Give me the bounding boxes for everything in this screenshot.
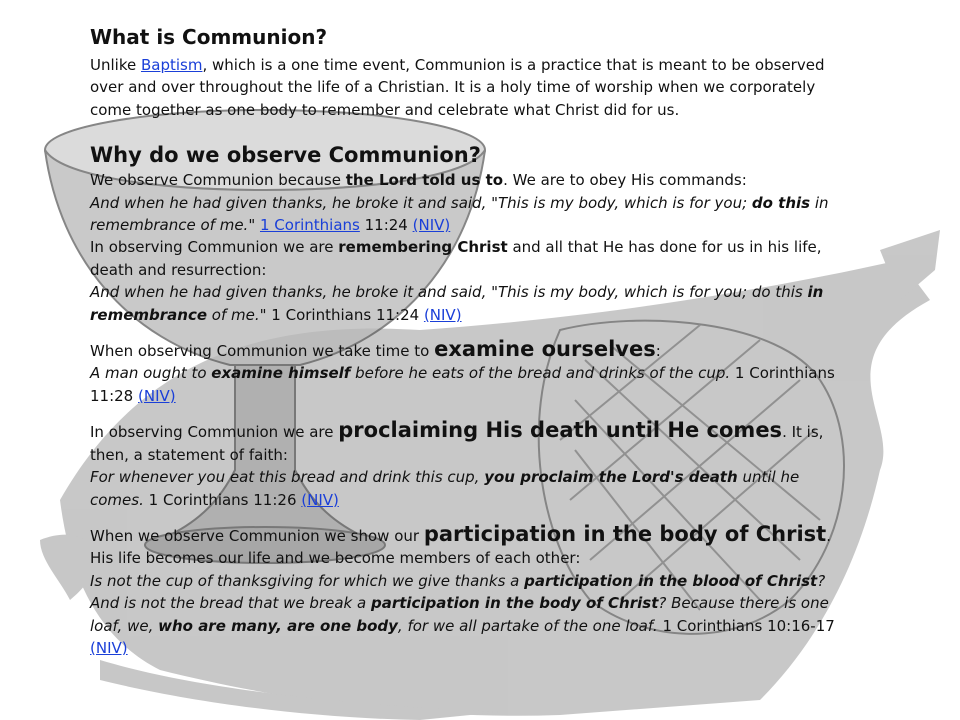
quote-text: Is not the cup of thanksgiving for which we give thanks a: [90, 571, 525, 590]
quote-text: And when he had given thanks, he broke it and said, "This is my body, which is for you; do this: [90, 283, 808, 302]
text-span: When we observe Communion we show our: [90, 526, 424, 545]
paragraph-what-is-communion: [90, 54, 835, 121]
text-span: Unlike: [90, 56, 141, 74]
text-span: , which is a one time event, Communion is a practice that is meant to be observed over and over throughout the life of a Christian. It is a holy time of worship when we corporately come together as one body to remember and celebrate what Christ did for us.: [90, 56, 825, 119]
scripture-quote-1: [90, 192, 835, 237]
niv-link[interactable]: (NIV): [301, 490, 339, 509]
communion-article: [90, 24, 835, 659]
bold-text: in: [807, 283, 824, 302]
quote-text: in remembrance of me.": [90, 193, 829, 235]
text-span: When observing Communion we take time to: [90, 342, 435, 361]
text-span: In observing Communion we are: [90, 238, 339, 257]
heading-why-observe: Why do we observe Communion?: [90, 143, 481, 168]
1-corinthians-link[interactable]: 1 Corinthians: [259, 216, 360, 235]
heading-what-is-communion: What is Communion?: [90, 25, 328, 49]
paragraph-remembering-christ: [90, 236, 835, 281]
text-span: In observing Communion we are: [90, 423, 339, 442]
emphasis-text: participation in the body of Christ: [423, 521, 827, 546]
text-span: . His life becomes our life and we become members of each other:: [90, 526, 832, 568]
text-span: . It is, then, a statement of faith:: [90, 423, 824, 464]
quote-text: And when he had given thanks, he broke it and said, "This is my body, which is for you;: [90, 193, 752, 212]
bold-text: participation in the blood of Christ: [524, 571, 818, 590]
text-span: :: [655, 342, 661, 361]
quote-text: of me.": [207, 305, 267, 324]
quote-text: A man ought to: [90, 364, 212, 383]
paragraph-examine-ourselves: [90, 338, 835, 362]
baptism-link[interactable]: Baptism: [140, 56, 203, 74]
bold-text: remembrance: [90, 305, 208, 324]
emphasis-text: examine ourselves: [434, 337, 656, 362]
niv-link[interactable]: (NIV): [138, 386, 176, 405]
text-span: . We are to obey His commands:: [503, 171, 747, 190]
quote-text: For whenever you eat this bread and drink this cup,: [90, 468, 485, 487]
scripture-quote-5: [90, 570, 835, 660]
scripture-quote-2: [90, 281, 835, 326]
bold-text: you proclaim the Lord's death: [484, 468, 738, 487]
bold-text: examine himself: [211, 364, 351, 383]
emphasis-text: proclaiming His death until He comes: [338, 418, 783, 443]
quote-text: before he eats of the bread and drinks of the cup.: [350, 364, 731, 383]
scripture-quote-3: [90, 362, 835, 407]
reference-text: 1 Corinthians 10:16-17: [657, 616, 835, 635]
reference-text: 1 Corinthians 11:26: [143, 490, 302, 509]
bold-text: participation in the body of Christ: [370, 594, 659, 613]
reference-text: 11:24: [359, 216, 413, 235]
niv-link[interactable]: (NIV): [423, 305, 462, 324]
quote-text: ? Because there is one loaf, we,: [90, 594, 829, 635]
bold-text: who are many, are one body: [158, 616, 398, 635]
niv-link[interactable]: (NIV): [90, 638, 128, 657]
niv-link[interactable]: (NIV): [412, 216, 451, 235]
bold-text: the Lord told us to: [345, 171, 504, 190]
reference-text: 1 Corinthians 11:24: [266, 305, 424, 324]
reference-text: 1 Corinthians 11:28: [90, 364, 835, 405]
text-span: and all that He has done for us in his life, death and resurrection:: [90, 238, 822, 279]
text-span: We observe Communion because: [90, 171, 346, 190]
quote-text: ? And is not the bread that we break a: [90, 571, 826, 613]
quote-text: , for we all partake of the one loaf.: [397, 616, 658, 635]
bold-text: do this: [751, 193, 811, 212]
paragraph-participation: [90, 523, 835, 570]
paragraph-proclaiming-death: [90, 419, 835, 466]
scripture-quote-4: [90, 466, 835, 511]
bold-text: remembering Christ: [338, 238, 508, 257]
paragraph-obey-commands: [90, 169, 835, 191]
quote-text: until he comes.: [90, 468, 800, 509]
